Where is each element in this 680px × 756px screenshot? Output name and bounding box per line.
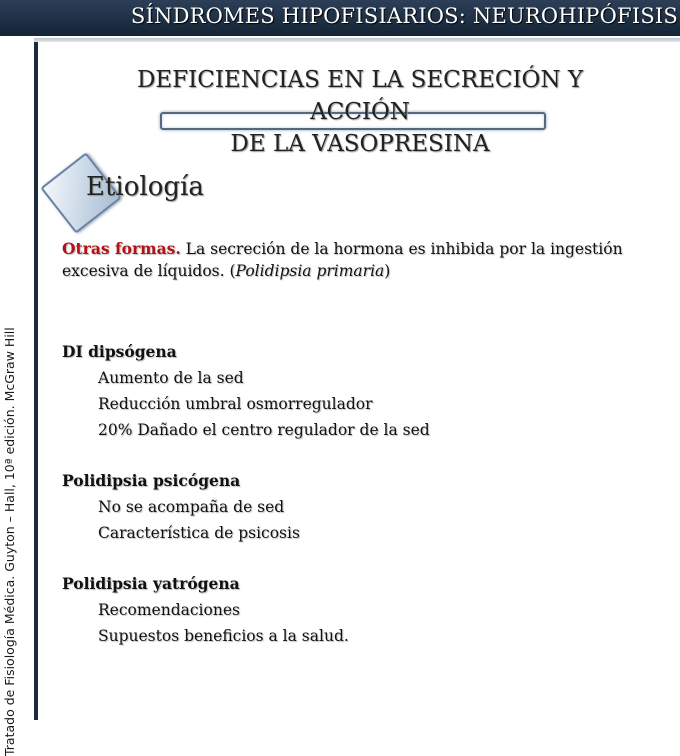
group-polidipsia-psicogena bbox=[62, 468, 642, 546]
group-heading: Polidipsia psicógena bbox=[62, 471, 241, 490]
list-item: Recomendaciones bbox=[98, 601, 240, 619]
intro-close: ) bbox=[384, 262, 391, 280]
section-title-line1: DEFICIENCIAS EN LA SECRECIÓN Y ACCIÓN bbox=[136, 67, 584, 125]
section-title bbox=[90, 64, 630, 160]
intro-label: Otras formas. bbox=[62, 239, 181, 258]
list-item: Supuestos beneficios a la salud. bbox=[98, 627, 349, 645]
citation-text: Tratado de Fisiología Médica. Guyton – Hall, 10ª edición. McGraw Hill bbox=[2, 327, 17, 756]
list-item: Característica de psicosis bbox=[98, 524, 300, 542]
side-band bbox=[0, 36, 34, 756]
group-heading: Polidipsia yatrógena bbox=[62, 574, 240, 593]
group-polidipsia-yatrogena bbox=[62, 571, 642, 649]
list-item: Reducción umbral osmorregulador bbox=[98, 395, 373, 413]
header-title: SÍNDROMES HIPOFISIARIOS: NEUROHIPÓFISIS bbox=[130, 4, 678, 28]
frame-vertical-line bbox=[34, 40, 38, 720]
list-item: 20% Dañado el centro regulador de la sed bbox=[98, 421, 430, 439]
intro-italic: Polidipsia primaria bbox=[235, 262, 385, 280]
section-title-line2: DE LA VASOPRESINA bbox=[230, 131, 490, 157]
subtitle-etiologia: Etiología bbox=[86, 172, 204, 202]
frame-horizontal-line bbox=[34, 38, 680, 42]
group-di-dipsogena bbox=[62, 339, 642, 443]
intro-paragraph bbox=[62, 238, 642, 282]
list-item: Aumento de la sed bbox=[98, 369, 244, 387]
group-heading: DI dipsógena bbox=[62, 342, 177, 361]
list-item: No se acompaña de sed bbox=[98, 498, 285, 516]
intro-text: La secreción de la hormona es inhibida por la ingestión excesiva de líquidos. ( bbox=[62, 240, 623, 280]
header-bar bbox=[0, 0, 680, 36]
